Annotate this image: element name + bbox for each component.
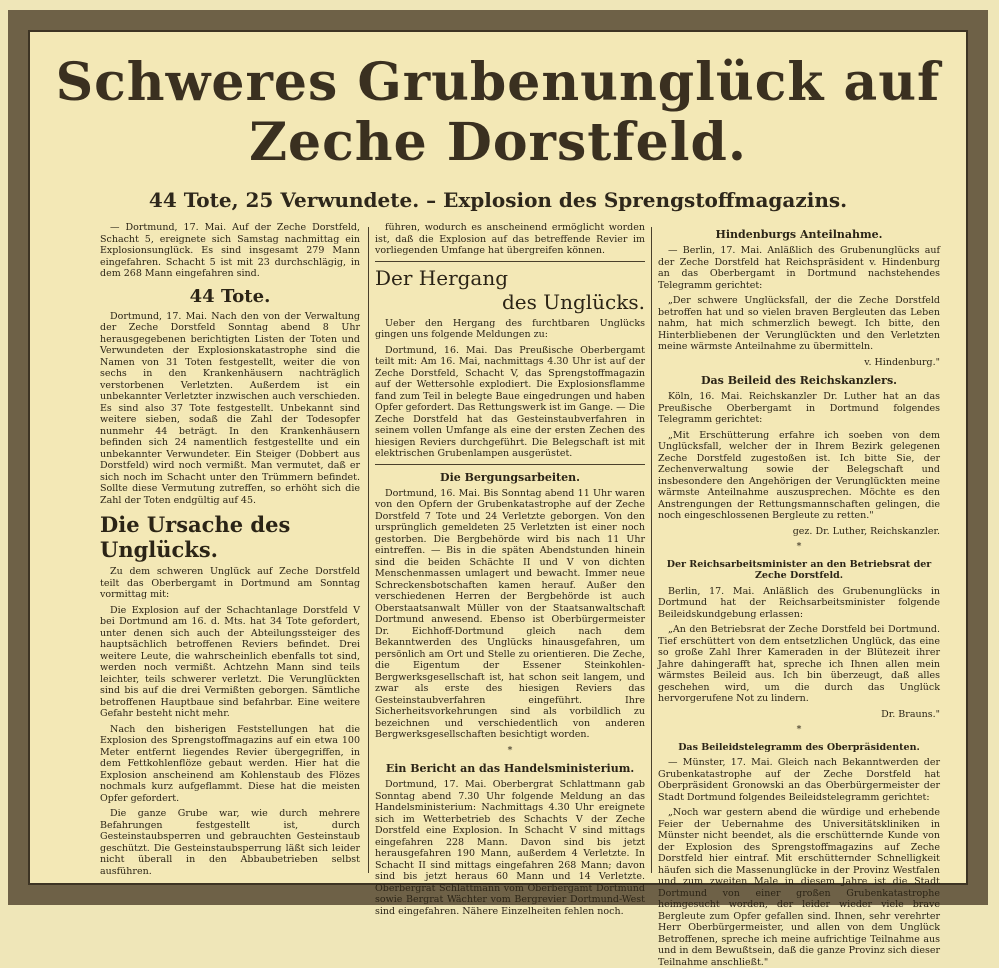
ursache-paragraph-4: Die ganze Grube war, wie durch mehrere Befahrungen festgestellt ist, durch Gesteinstaubsperren und gebrauchten Gesteinstaub geschützt. Die Gesteinstaubsperrung läßt sich leider nicht überall in den Abbaubetrieben selbst ausführen. (100, 808, 360, 877)
column-rule-1 (368, 227, 369, 873)
section-heading-hindenburg: Hindenburgs Anteilnahme. (715, 228, 883, 241)
section-heading-reichsarbeit: Der Reichsarbeitsminister an den Betriebsrat der Zeche Dorstfeld. (666, 558, 932, 581)
section-heading-hergang-2: des Unglücks. (501, 289, 645, 314)
column-2 (375, 222, 645, 917)
signature-luther: gez. Dr. Luther, Reichskanzler. (792, 525, 940, 537)
beileid-paragraph-1: Köln, 16. Mai. Reichskanzler Dr. Luther hat an das Preußische Oberbergamt in Dortmund folgendes Telegramm gerichtet: (658, 391, 940, 425)
signature-brauns: Dr. Brauns." (881, 708, 940, 720)
hergang-paragraph-1: Ueber den Hergang des furchtbaren Unglücks gingen uns folgende Meldungen zu: (375, 317, 645, 340)
column-3 (658, 222, 940, 968)
hindenburg-paragraph-2: „Der schwere Unglücksfall, der die Zeche Dorstfeld betroffen hat und so vielen braven Bergleuten das Leben nahm, hat mich schmerzlich bewegt. Ich bitte, den Hinterbliebenen der Verunglückten und den Verletzten meine wärmste Anteilnahme zu übermitteln. (658, 295, 940, 352)
separator-star: * (507, 744, 513, 756)
ursache-paragraph-2: Die Explosion auf der Schachtanlage Dorstfeld V bei Dortmund am 16. d. Mts. hat 34 Tote gefordert, unter denen sich auch der Abteilungssteiger des hauptsächlich betroffenen Reviers befindet. Drei weitere Leute, die wahrscheinlich ebenfalls tot sind, werden noch vermißt. Achtzehn Mann sind teils leichter, teils schwerer verletzt. Die Verunglückten sind bis auf die drei Vermißten geborgen. Sämtliche betroffenen Hauptbaue sind befahrbar. Eine weitere Gefahr besteht nicht mehr. (100, 604, 360, 719)
divider (375, 464, 645, 465)
newspaper-page (8, 10, 988, 968)
continuation-paragraph: führen, wodurch es anscheinend ermöglicht worden ist, daß die Explosion auf das betreffende Revier im vorliegenden Umfange hat übergreifen können. (375, 222, 645, 256)
signature-hindenburg: v. Hindenburg." (864, 356, 940, 368)
oberpraesident-paragraph-2: „Noch war gestern abend die würdige und erhebende Feier der Uebernahme des Universitätskliniken in Münster nicht beendet, als die erschütternde Kunde von der Explosion des Sprengstoffmagazins auf Zeche Dorstfeld hier eintraf. Mit erschütternder Schnelligkeit häufen sich die Massenunglücke in der Provinz Westfalen und zum zweiten Male in diesem Jahre ist die Stadt Dortmund von einer großen Grubenkatastrophe heimgesucht worden, der leider wieder viele brave Bergleute zum Opfer gefallen sind. Ihnen, sehr verehrter Herr Oberbürgermeister, und allen von dem Unglück Betroffenen, spreche ich meine aufrichtige Teilnahme aus und in dem Bewußtsein, daß die ganze Provinz sich dieser Teilnahme anschließt." (658, 807, 940, 968)
oberpraesident-paragraph-1: — Münster, 17. Mai. Gleich nach Bekanntwerden der Grubenkatastrophe auf der Zeche Dorstfeld hat Oberpräsident Gronowski an das Oberbürgermeister der Stadt Dortmund folgendes Beileidstelegramm gerichtet: (658, 757, 940, 803)
intro-paragraph: — Dortmund, 17. Mai. Auf der Zeche Dorstfeld, Schacht 5, ereignete sich Samstag nachmittag ein Explosionsunglück. Es sind insgesamt 279 Mann eingefahren. Schacht 5 ist mit 23 durchschlägig, in dem 268 Mann eingefahren sind. (100, 222, 360, 279)
section-heading-hergang-1: Der Hergang (375, 265, 509, 290)
separator-star: * (796, 541, 802, 552)
hergang-paragraph-2: Dortmund, 16. Mai. Das Preußische Oberbergamt teilt mit: Am 16. Mai, nachmittags 4.30 Uhr ist auf der Zeche Dorstfeld, Schacht V, das Sprengstoffmagazin auf der Wettersohle explodiert. Die Explosionsflamme fand zum Teil in belegte Baue eingedrungen und haben Opfer gefordert. Das Rettungswerk ist im Gange. — Die Zeche Dorstfeld hat das Gesteinstaubverfahren in seinem vollen Umfange als eine der ersten Zechen des hiesigen Reviers durchgeführt. Die Belegschaft ist mit elektrischen Grubenlampen ausgerüstet. (375, 344, 645, 459)
headline-line-1: Schweres Grubenunglück auf (55, 52, 941, 113)
reichsarbeit-paragraph-1: Berlin, 17. Mai. Anläßlich des Grubenunglücks in Dortmund hat der Reichsarbeitsminister folgende Beileidskundgebung erlassen: (658, 585, 940, 620)
headline-line-2: Zeche Dorstfeld. (249, 112, 747, 173)
section-heading-bericht: Ein Bericht an das Handelsministerium. (385, 762, 635, 775)
hindenburg-paragraph-1: — Berlin, 17. Mai. Anläßlich des Grubenunglücks auf der Zeche Dorstfeld hat Reichspräsident v. Hindenburg an das Oberbergamt in Dortmund nachstehendes Telegramm gerichtet: (658, 245, 940, 291)
beileid-paragraph-2: „Mit Erschütterung erfahre ich soeben von dem Unglücksfall, welcher der in Ihrem Bezirk gelegenen Zeche Dorstfeld zugestoßen ist. Ich bitte Sie, der Zechenverwaltung sowie der Belegschaft und insbesondere den Angehörigen der Verunglückten meine wärmste Anteilnahme auszusprechen. Möchte es den Anstrengungen der Rettungsmannschaften gelingen, die noch eingeschlossenen Bergleute zu retten." (658, 429, 940, 521)
column-rule-2 (651, 227, 652, 873)
ursache-paragraph-3: Nach den bisherigen Feststellungen hat die Explosion des Sprengstoffmagazins auf ein etwa 100 Meter entfernt liegendes Revier übergegriffen, in dem Fettkohlenflöze gebaut werden. Hier hat die Explosion anscheinend am Kohlenstaub des Flözes nochmals kurz aufgeflammt. Diese hat die meisten Opfer gefordert. (100, 723, 360, 804)
ursache-paragraph-1: Zu dem schweren Unglück auf Zeche Dorstfeld teilt das Oberbergamt in Dortmund am Sonntag vormittag mit: (100, 566, 360, 600)
section-heading-ursache: Die Ursache des Unglücks. (100, 512, 291, 562)
column-1 (100, 222, 360, 875)
reichsarbeit-paragraph-2: „An den Betriebsrat der Zeche Dorstfeld bei Dortmund. Tief erschüttert von dem entsetzlichen Unglück, das eine so große Zahl Ihrer Kameraden in der Blütezeit ihrer Jahre dahingerafft hat, spreche ich Ihnen allen mein wärmstes Beileid aus. Ich bin überzeugt, daß alles geschehen wird, um die durch das Unglück hervorgerufene Not zu lindern. (658, 624, 940, 704)
bergung-paragraph: Dortmund, 16. Mai. Bis Sonntag abend 11 Uhr waren von den Opfern der Grubenkatastrophe auf der Zeche Dorstfeld 7 Tote und 24 Verletzte geborgen. Von den ursprünglich gemeldeten 25 Verletzten ist einer noch gestorben. Die Bergbehörde wird bis nach 11 Uhr eintreffen. — Bis in die späten Abendstunden hinein sind die beiden Schächte II und V von dichten Menschenmassen umlagert und bewacht. Immer neue Schreckensbotschaften kamen herauf. Außer den verschiedenen Herren der Bergbehörde ist auch Oberstaatsanwalt Müller von der Staatsanwaltschaft Dortmund anwesend. Ebenso ist Oberbürgermeister Dr. Eichhoff-Dortmund gleich nach dem Bekanntwerden des Unglücks hinausgefahren, um persönlich am Ort und Stelle zu orientieren. Die Zeche, die Eigentum der Essener Steinkohlen-Bergwerksgesellschaft ist, hat schon seit langem, und zwar als erste des hiesigen Reviers das Gesteinstaubverfahren eingeführt. Ihre Sicherheitsvorkehrungen sind als vorbildlich zu bezeichnen und verschiedentlich von anderen Bergwerksgesellschaften besichtigt worden. (375, 487, 645, 740)
section-heading-oberpraesident: Das Beileidstelegramm des Oberpräsidenten. (678, 741, 920, 753)
article-frame (30, 32, 966, 968)
divider (375, 261, 645, 262)
section-heading-beileid: Das Beileid des Reichskanzlers. (701, 374, 897, 387)
separator-star: * (796, 724, 802, 735)
section-heading-bergung: Die Bergungsarbeiten. (440, 470, 580, 484)
section-heading-tote: 44 Tote. (189, 285, 271, 307)
subheadline: 44 Tote, 25 Verwundete. – Explosion des Sprengstoffmagazins. (148, 188, 848, 212)
bericht-paragraph: Dortmund, 17. Mai. Oberbergrat Schlattmann gab Sonntag abend 7.30 Uhr folgende Meldung an das Handelsministerium: Nachmittags 4.30 Uhr ereignete sich im Wetterbetrieb des Schachts V der Zeche Dorstfeld eine Explosion. In Schacht V sind mittags eingefahren 228 Mann. Davon sind bis jetzt herausgefahren 190 Mann, außerdem 4 Verletzte. In Schacht II sind mittags eingefahren 268 Mann; davon sind bis jetzt heraus 60 Mann und 14 Verletzte. Oberbergrat Schlattmann vom Oberbergamt Dortmund sowie Bergrat Wächter vom Bergrevier Dortmund-West sind eingefahren. Nähere Einzelheiten fehlen noch. (375, 779, 645, 917)
tote-paragraph: Dortmund, 17. Mai. Nach den von der Verwaltung der Zeche Dorstfeld Sonntag abend 8 Uhr herausgegebenen berichtigten Listen der Toten und Verwundeten der Explosionskatastrophe sind die Namen von 31 Toten festgestellt, weiter die von sechs in den Krankenhäusern nachträglich verstorbenen Verletzten. Außerdem ist ein unbekannter Verletzter inzwischen auch verschieden. Es sind also 37 Tote festgestellt. Unbekannt sind weitere sieben, sodaß die Zahl der Todesopfer nunmehr 44 beträgt. In den Krankenhäusern befinden sich 24 namentlich festgestellte und ein unbekannter Verwundeter. Ein Steiger (Dobbert aus Dorstfeld) wird noch vermißt. Man vermutet, daß er sich noch im Schacht unter den Trümmern befindet. Sollte diese Vermutung zutreffen, so erhöht sich die Zahl der Toten endgültig auf 45. (100, 310, 360, 506)
